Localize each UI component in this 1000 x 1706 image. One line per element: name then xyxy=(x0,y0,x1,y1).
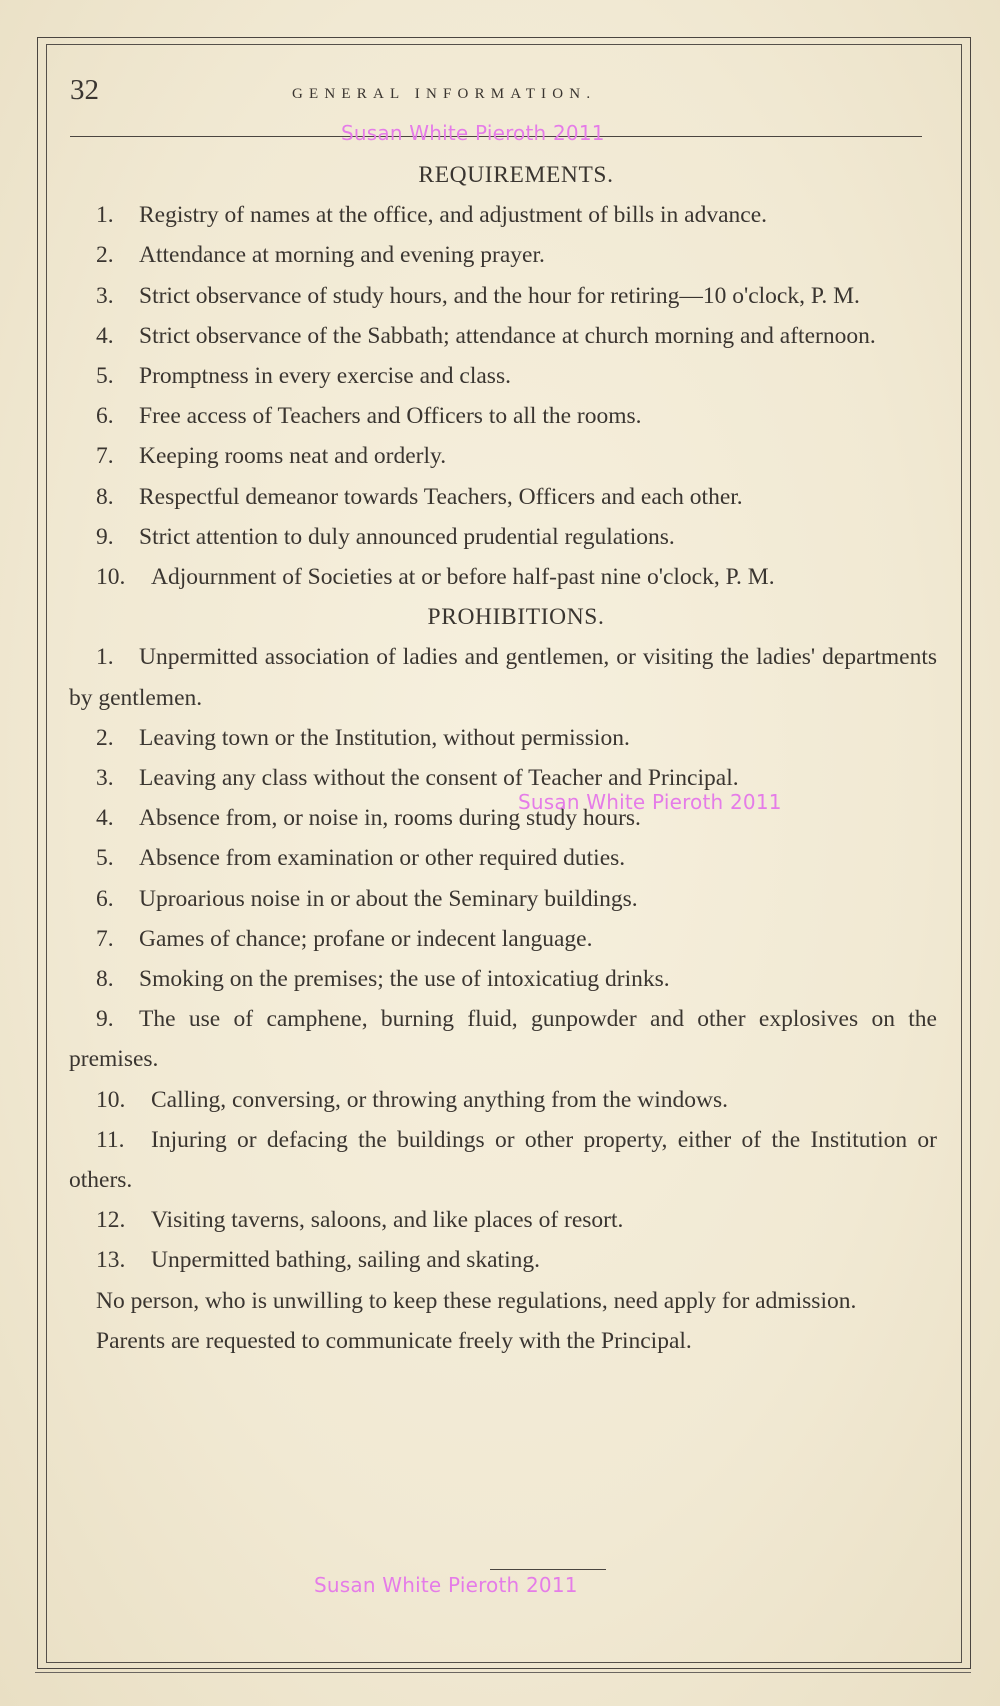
prohibition-item xyxy=(69,1080,937,1120)
closing-note: Parents are requested to communicate freely with the Principal. xyxy=(96,1327,692,1354)
item-number: 13. xyxy=(96,1247,126,1274)
item-number: 4. xyxy=(96,322,114,349)
watermark-text: Susan White Pieroth 2011 xyxy=(341,121,605,145)
item-number: 1. xyxy=(96,202,114,229)
item-number: 3. xyxy=(96,765,114,792)
item-number: 8. xyxy=(96,483,114,510)
requirement-item xyxy=(69,316,937,356)
watermark-text: Susan White Pieroth 2011 xyxy=(314,1573,578,1597)
item-text: Absence from, or noise in, rooms during study hours. xyxy=(139,805,641,832)
prohibition-item xyxy=(69,637,937,717)
prohibition-item xyxy=(69,1120,937,1200)
item-number: 7. xyxy=(96,443,114,470)
item-number: 6. xyxy=(96,403,114,430)
page-header xyxy=(70,70,930,110)
item-text: Games of chance; profane or indecent language. xyxy=(139,925,593,952)
page-bottom-edge xyxy=(35,1672,971,1673)
item-number: 3. xyxy=(96,282,114,309)
requirement-item xyxy=(69,396,937,436)
prohibition-item xyxy=(69,919,937,959)
prohibitions-title: PROHIBITIONS. xyxy=(427,604,605,631)
page-body xyxy=(69,155,937,1361)
item-text: Absence from examination or other required duties. xyxy=(139,845,626,872)
item-text: Adjournment of Societies at or before half-past nine o'clock, P. M. xyxy=(151,564,775,591)
prohibition-item xyxy=(69,959,937,999)
requirement-item xyxy=(69,235,937,275)
item-text: Smoking on the premises; the use of intoxicatiug drinks. xyxy=(139,966,670,993)
item-text: Promptness in every exercise and class. xyxy=(139,363,511,390)
page-number: 32 xyxy=(70,74,99,106)
item-number: 6. xyxy=(96,885,114,912)
item-text: Leaving town or the Institution, without permission. xyxy=(139,724,630,751)
prohibition-item xyxy=(69,758,937,798)
item-number: 11. xyxy=(96,1126,125,1153)
item-number: 2. xyxy=(96,724,114,751)
footer-rule xyxy=(490,1569,606,1570)
prohibition-item xyxy=(69,718,937,758)
item-text: Respectful demeanor towards Teachers, Officers and each other. xyxy=(139,483,743,510)
prohibition-item xyxy=(69,798,937,838)
item-text: Attendance at morning and evening prayer. xyxy=(139,242,545,269)
item-text: Keeping rooms neat and orderly. xyxy=(139,443,447,470)
requirements-title: REQUIREMENTS. xyxy=(418,162,614,188)
item-text: Strict observance of study hours, and the hour for retiring—10 o'clock, P. M. xyxy=(139,282,860,309)
item-number: 9. xyxy=(96,523,114,550)
requirement-item xyxy=(69,356,937,396)
prohibition-item xyxy=(69,879,937,919)
requirement-item xyxy=(69,276,937,316)
item-number: 10. xyxy=(96,564,126,591)
item-text: Registry of names at the office, and adjustment of bills in advance. xyxy=(139,202,768,229)
prohibition-item xyxy=(69,838,937,878)
item-text: Injuring or defacing the buildings or other property, either of the Institution or others. xyxy=(69,1126,937,1194)
item-text: Visiting taverns, saloons, and like places of resort. xyxy=(151,1207,624,1234)
prohibition-item xyxy=(69,1240,937,1280)
item-text: Strict attention to duly announced prudential regulations. xyxy=(139,523,675,550)
requirement-item xyxy=(69,517,937,557)
item-text: The use of camphene, burning fluid, gunpowder and other explosives on the premises. xyxy=(69,1006,937,1073)
item-text: Uproarious noise in or about the Seminary buildings. xyxy=(139,885,638,912)
item-text: Strict observance of the Sabbath; attendance at church morning and afternoon. xyxy=(139,322,876,349)
watermark-text: Susan White Pieroth 2011 xyxy=(518,790,782,814)
item-number: 10. xyxy=(96,1086,126,1113)
item-number: 2. xyxy=(96,242,114,269)
requirement-item xyxy=(69,436,937,476)
item-number: 8. xyxy=(96,966,114,993)
item-number: 4. xyxy=(96,805,114,832)
item-number: 9. xyxy=(96,1006,114,1033)
item-text: Free access of Teachers and Officers to all the rooms. xyxy=(139,403,642,430)
item-number: 12. xyxy=(96,1207,126,1234)
item-text: Unpermitted bathing, sailing and skating. xyxy=(151,1247,540,1274)
prohibition-item xyxy=(69,999,937,1079)
requirement-item xyxy=(69,195,937,235)
prohibition-item xyxy=(69,1200,937,1240)
item-number: 5. xyxy=(96,845,114,872)
closing-note: No person, who is unwilling to keep these regulations, need apply for admission. xyxy=(96,1287,857,1314)
item-text: Leaving any class without the consent of Teacher and Principal. xyxy=(139,765,739,792)
running-head: GENERAL INFORMATION. xyxy=(292,86,597,102)
requirement-item xyxy=(69,477,937,517)
requirement-item xyxy=(69,557,937,597)
item-number: 7. xyxy=(96,925,114,952)
item-text: Unpermitted association of ladies and gentlemen, or visiting the ladies' departments by gentlemen. xyxy=(69,644,937,711)
item-text: Calling, conversing, or throwing anything from the windows. xyxy=(151,1086,728,1113)
item-number: 5. xyxy=(96,363,114,390)
item-number: 1. xyxy=(96,644,114,671)
